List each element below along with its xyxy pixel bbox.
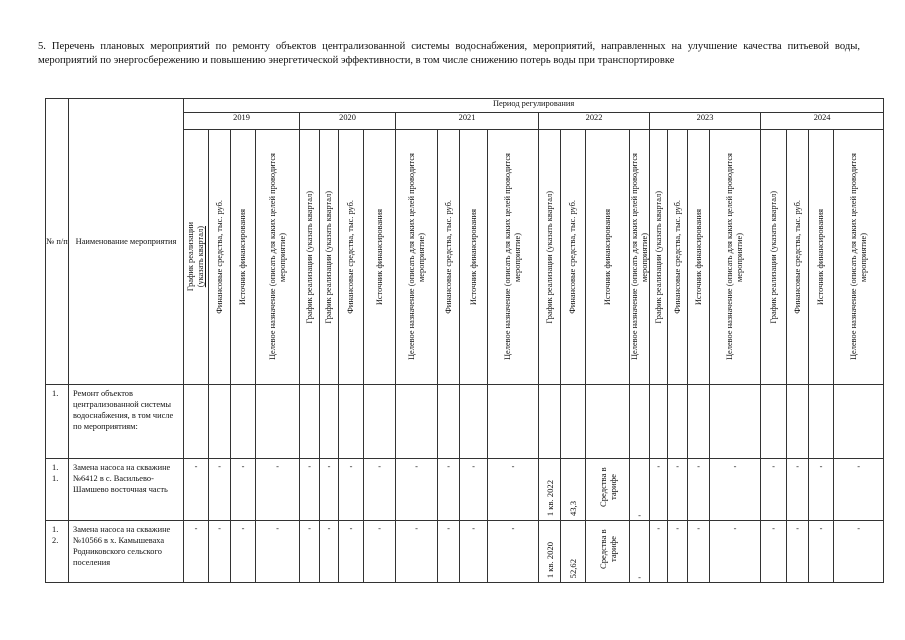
cell-finance-2022: 52,62 bbox=[561, 521, 586, 583]
year-header-2020: 2020 bbox=[300, 113, 396, 130]
empty-dash-cell: - bbox=[339, 521, 364, 583]
empty-dash-cell: - bbox=[460, 459, 488, 521]
empty-dash-cell: - bbox=[300, 521, 320, 583]
empty-dash-cell: - bbox=[834, 521, 884, 583]
cell-purpose-2022: - bbox=[630, 521, 650, 583]
empty-dash-cell: - bbox=[364, 459, 396, 521]
empty-dash-cell: - bbox=[809, 521, 834, 583]
year-header-2019: 2019 bbox=[184, 113, 300, 130]
empty-dash-cell: - bbox=[688, 521, 710, 583]
subheader-schedule: График реализации (указать квартал) bbox=[539, 130, 561, 385]
empty-dash-cell: - bbox=[256, 521, 300, 583]
period-header: Период регулирования bbox=[184, 99, 884, 113]
subheader-schedule: График реализации (указать квартал) bbox=[761, 130, 787, 385]
subheader-finance: Финансовые средства, тыс. руб. bbox=[339, 130, 364, 385]
empty-dash-cell: - bbox=[438, 521, 460, 583]
year-header-2021: 2021 bbox=[396, 113, 539, 130]
document-title: 5. Перечень плановых мероприятий по ремонту объектов централизованной системы водоснабжения, мероприятий, направленных на улучшение качества питьевой воды, мероприятий по энергосбережению и повышению энергетической эффективности, в том числе снижению потерь воды при транспортировке bbox=[38, 41, 860, 66]
empty-dash-cell: - bbox=[364, 521, 396, 583]
empty-dash-cell: - bbox=[761, 459, 787, 521]
empty-dash-cell: - bbox=[834, 459, 884, 521]
subheader-source: Источник финансирования bbox=[688, 130, 710, 385]
empty-dash-cell: - bbox=[438, 459, 460, 521]
empty-dash-cell: - bbox=[460, 521, 488, 583]
subheader-purpose: Целевое назначение (описать для каких целей проводится мероприятие) bbox=[710, 130, 761, 385]
subheader-finance: Финансовые средства, тыс. руб. bbox=[209, 130, 231, 385]
row-name: Замена насоса на скважине №6412 в с. Васильево-Шамшево восточная часть bbox=[69, 459, 184, 521]
row-name: Ремонт объектов централизованной системы водоснабжения, в том числе по мероприятиям: bbox=[69, 385, 184, 459]
subheader-source: Источник финансирования bbox=[364, 130, 396, 385]
col-header-name: Наименование мероприятия bbox=[69, 99, 184, 385]
cell-schedule-2022: 1 кв. 2020 bbox=[539, 521, 561, 583]
empty-dash-cell: - bbox=[488, 521, 539, 583]
table-row bbox=[46, 459, 884, 521]
empty-dash-cell: - bbox=[231, 459, 256, 521]
empty-dash-cell: - bbox=[339, 459, 364, 521]
subheader-purpose: Целевое назначение (описать для каких целей проводится мероприятие) bbox=[834, 130, 884, 385]
cell-schedule-2022: 1 кв. 2022 bbox=[539, 459, 561, 521]
row-number: 1. 1. bbox=[46, 459, 69, 521]
subheader-source: Источник финансирования bbox=[809, 130, 834, 385]
subheader-schedule: График реализации (указать квартал) bbox=[650, 130, 668, 385]
year-header-2022: 2022 bbox=[539, 113, 650, 130]
subheader-schedule: График реализации (указать квартал) bbox=[184, 130, 209, 385]
table-row bbox=[46, 521, 884, 583]
subheader-source: Источник финансирования bbox=[231, 130, 256, 385]
subheader-source: Источник финансирования bbox=[586, 130, 630, 385]
empty-dash-cell: - bbox=[488, 459, 539, 521]
empty-dash-cell: - bbox=[184, 459, 209, 521]
subheader-finance: Финансовые средства, тыс. руб. bbox=[787, 130, 809, 385]
row-name: Замена насоса на скважине №10566 в х. Камышеваха Родниковского сельского поселения bbox=[69, 521, 184, 583]
year-header-2023: 2023 bbox=[650, 113, 761, 130]
table-row bbox=[46, 385, 884, 459]
subheader-schedule: График реализации (указать квартал) bbox=[320, 130, 339, 385]
subheader-finance: Финансовые средства, тыс. руб. bbox=[438, 130, 460, 385]
empty-dash-cell: - bbox=[209, 521, 231, 583]
empty-dash-cell: - bbox=[688, 459, 710, 521]
cell-source-2022: Средства в тарифе bbox=[586, 459, 630, 521]
subheader-schedule: График реализации (указать квартал) bbox=[300, 130, 320, 385]
subheader-source: Источник финансирования bbox=[460, 130, 488, 385]
empty-dash-cell: - bbox=[396, 521, 438, 583]
subheader-finance: Финансовые средства, тыс. руб. bbox=[668, 130, 688, 385]
empty-dash-cell: - bbox=[184, 521, 209, 583]
subheader-purpose: Целевое назначение (описать для каких целей проводится мероприятие) bbox=[396, 130, 438, 385]
empty-dash-cell: - bbox=[761, 521, 787, 583]
cell-purpose-2022: - bbox=[630, 459, 650, 521]
year-header-2024: 2024 bbox=[761, 113, 884, 130]
empty-dash-cell: - bbox=[320, 459, 339, 521]
empty-dash-cell: - bbox=[710, 459, 761, 521]
cell-source-2022: Средства в тарифе bbox=[586, 521, 630, 583]
empty-dash-cell: - bbox=[320, 521, 339, 583]
subheader-purpose: Целевое назначение (описать для каких целей проводится мероприятие) bbox=[488, 130, 539, 385]
empty-dash-cell: - bbox=[256, 459, 300, 521]
row-number: 1. bbox=[46, 385, 69, 459]
empty-dash-cell: - bbox=[809, 459, 834, 521]
empty-dash-cell: - bbox=[710, 521, 761, 583]
empty-dash-cell: - bbox=[787, 459, 809, 521]
subheader-purpose: Целевое назначение (описать для каких целей проводится мероприятие) bbox=[630, 130, 650, 385]
empty-dash-cell: - bbox=[396, 459, 438, 521]
empty-dash-cell: - bbox=[650, 521, 668, 583]
cell-finance-2022: 43,3 bbox=[561, 459, 586, 521]
empty-dash-cell: - bbox=[668, 521, 688, 583]
empty-dash-cell: - bbox=[209, 459, 231, 521]
empty-dash-cell: - bbox=[668, 459, 688, 521]
empty-dash-cell: - bbox=[300, 459, 320, 521]
col-header-number: № п/п bbox=[46, 99, 69, 385]
row-number: 1. 2. bbox=[46, 521, 69, 583]
plan-table bbox=[45, 98, 884, 583]
empty-dash-cell: - bbox=[787, 521, 809, 583]
empty-dash-cell: - bbox=[231, 521, 256, 583]
subheader-purpose: Целевое назначение (описать для каких целей проводится мероприятие) bbox=[256, 130, 300, 385]
empty-dash-cell: - bbox=[650, 459, 668, 521]
subheader-finance: Финансовые средства, тыс. руб. bbox=[561, 130, 586, 385]
